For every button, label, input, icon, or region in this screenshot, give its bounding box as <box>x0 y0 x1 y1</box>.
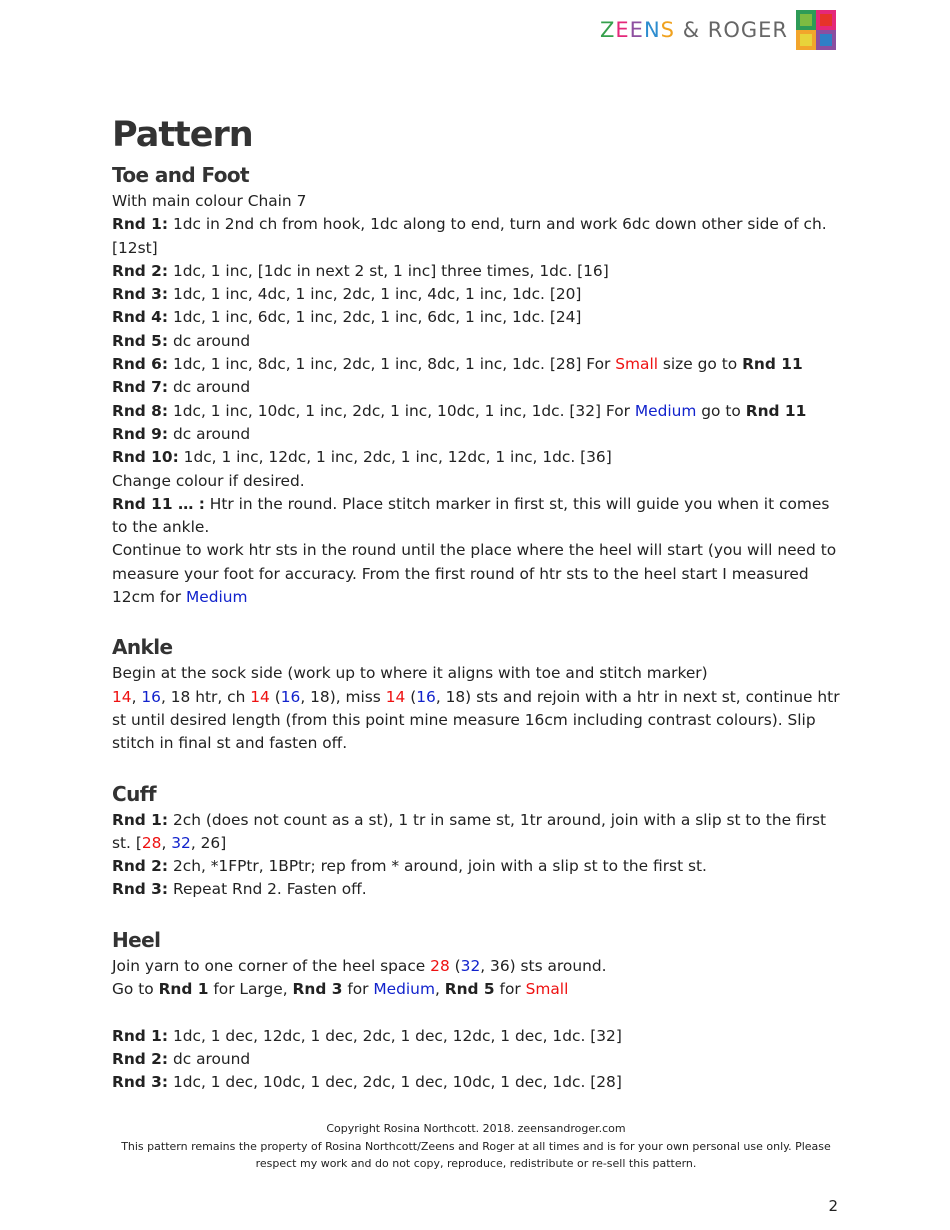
round-text: dc around <box>168 378 251 397</box>
round-text: 1dc, 1 inc, 8dc, 1 inc, 2dc, 1 inc, 8dc, 1 inc, 1dc. [28] For <box>168 355 616 374</box>
ankle-instructions <box>112 686 840 756</box>
section-heading-heel: Heel <box>112 927 161 952</box>
text-segment: , 36) sts around. <box>480 956 607 975</box>
toe-round-9 <box>112 423 840 446</box>
logo-mark-icon <box>796 10 836 50</box>
round-text: 1dc, 1 dec, 12dc, 1 dec, 2dc, 1 dec, 12dc, 1 dec, 1dc. [32] <box>168 1026 622 1045</box>
logo-letter-z: Z <box>600 18 616 42</box>
round-label: Rnd 1: <box>112 810 169 829</box>
goto-round: Rnd 11 <box>742 355 803 374</box>
cuff-round-3 <box>112 878 840 901</box>
logo-text <box>600 18 788 42</box>
round-text: 2ch, *1FPtr, 1BPtr; rep from * around, join with a slip st to the first st. <box>168 857 707 876</box>
text-segment: for Large, <box>208 980 293 999</box>
brand-logo <box>600 10 836 50</box>
toe-round-8 <box>112 400 840 423</box>
round-label: Rnd 3: <box>112 285 169 304</box>
toe-round-1 <box>112 213 840 260</box>
goto-round: Rnd 5 <box>444 980 495 999</box>
pattern-content <box>112 110 840 1095</box>
heel-join <box>112 955 840 978</box>
toe-round-2 <box>112 260 840 283</box>
cuff-round-2 <box>112 855 840 878</box>
continue-paragraph <box>112 539 840 609</box>
spacer <box>112 1001 840 1024</box>
toe-round-3 <box>112 283 840 306</box>
toe-round-4 <box>112 306 840 329</box>
size-medium: 32 <box>460 956 481 975</box>
logo-word-roger: & ROGER <box>675 18 788 42</box>
round-label: Rnd 11 … : <box>112 494 205 513</box>
text-segment: , 26] <box>190 833 227 852</box>
heel-goto <box>112 978 840 1001</box>
toe-round-5 <box>112 330 840 353</box>
round-text: 1dc, 1 inc, 6dc, 1 inc, 2dc, 1 inc, 6dc, 1 inc, 1dc. [24] <box>168 308 582 327</box>
ankle-intro: Begin at the sock side (work up to where it aligns with toe and stitch marker) <box>112 664 708 683</box>
round-text: Repeat Rnd 2. Fasten off. <box>168 880 367 899</box>
section-heading-toe-foot: Toe and Foot <box>112 163 249 187</box>
round-text: 1dc, 1 dec, 10dc, 1 dec, 2dc, 1 dec, 10dc, 1 dec, 1dc. [28] <box>168 1073 622 1092</box>
round-label: Rnd 9: <box>112 424 169 443</box>
round-text-after: size go to <box>658 355 743 374</box>
text-segment: , 18 htr, ch <box>160 687 251 706</box>
goto-round: Rnd 1 <box>158 980 209 999</box>
text-segment: , <box>131 687 142 706</box>
size-small: 28 <box>141 833 162 852</box>
round-label: Rnd 6: <box>112 355 169 374</box>
toe-round-7 <box>112 376 840 399</box>
round-text: 1dc, 1 inc, [1dc in next 2 st, 1 inc] three times, 1dc. [16] <box>168 261 609 280</box>
logo-letter-s: S <box>660 18 676 42</box>
round-text: 1dc, 1 inc, 12dc, 1 inc, 2dc, 1 inc, 12dc, 1 inc, 1dc. [36] <box>178 448 612 467</box>
text-segment: Go to <box>112 980 159 999</box>
logo-letter-e2: E <box>629 18 644 42</box>
size-medium: 32 <box>171 833 191 852</box>
toe-round-10 <box>112 446 840 469</box>
size-medium: Medium <box>634 401 697 420</box>
round-label: Rnd 3: <box>112 880 169 899</box>
size-small: Small <box>525 980 569 999</box>
section-heading-ankle: Ankle <box>112 635 173 660</box>
page-footer <box>112 1120 840 1173</box>
size-small: 14 <box>385 687 406 706</box>
round-label: Rnd 1: <box>112 1026 169 1045</box>
toe-round-11 <box>112 493 840 540</box>
text-segment: ( <box>449 956 461 975</box>
text-segment: , <box>161 833 172 852</box>
size-medium: Medium <box>373 980 435 999</box>
round-label: Rnd 2: <box>112 857 169 876</box>
logo-letter-n: N <box>643 18 661 42</box>
round-text: dc around <box>168 331 251 350</box>
size-small: 28 <box>430 956 450 975</box>
logo-letter-e1: E <box>615 18 630 42</box>
size-medium: 16 <box>416 687 436 706</box>
heel-round-1 <box>112 1025 840 1048</box>
text-segment: , <box>434 980 445 999</box>
round-label: Rnd 4: <box>112 308 169 327</box>
round-label: Rnd 5: <box>112 331 169 350</box>
size-small: Small <box>615 355 658 374</box>
goto-round: Rnd 3 <box>292 980 343 999</box>
round-label: Rnd 2: <box>112 1049 169 1068</box>
goto-round: Rnd 11 <box>745 401 807 420</box>
round-label: Rnd 8: <box>112 401 169 420</box>
cuff-round-1 <box>112 809 840 856</box>
size-medium: Medium <box>186 588 248 607</box>
round-text: dc around <box>168 1049 251 1068</box>
section-heading-cuff: Cuff <box>112 781 156 806</box>
copyright-line: Copyright Rosina Northcott. 2018. zeensandroger.com <box>326 1122 626 1135</box>
change-colour-note: Change colour if desired. <box>112 471 305 490</box>
round-text: dc around <box>168 424 251 443</box>
text-segment: ( <box>269 687 281 706</box>
size-medium: 16 <box>141 687 161 706</box>
round-label: Rnd 7: <box>112 378 169 397</box>
toe-intro: With main colour Chain 7 <box>112 192 307 210</box>
page-title: Pattern <box>112 115 253 155</box>
round-text: 2ch (does not count as a st), 1 tr in same st, 1tr around, join with a slip st to the first st. [ <box>112 810 827 852</box>
continue-text: Continue to work htr sts in the round until the place where the heel will start (you will need to measure your foot for accuracy. From the first round of htr sts to the heel start I measured 12cm for <box>112 541 837 607</box>
text-segment: for <box>342 980 374 999</box>
round-label: Rnd 3: <box>112 1073 169 1092</box>
size-small: 14 <box>250 687 270 706</box>
text-segment: ( <box>405 687 417 706</box>
round-label: Rnd 10: <box>112 448 179 467</box>
round-label: Rnd 1: <box>112 215 169 234</box>
round-text-after: go to <box>696 401 746 420</box>
heel-round-2 <box>112 1048 840 1071</box>
round-text: 1dc, 1 inc, 4dc, 1 inc, 2dc, 1 inc, 4dc, 1 inc, 1dc. [20] <box>168 285 582 304</box>
text-segment: Join yarn to one corner of the heel space <box>112 956 431 975</box>
page-number: 2 <box>828 1197 838 1215</box>
size-medium: 16 <box>280 687 301 706</box>
text-segment: , 18) sts and rejoin with a htr in next st, continue htr st until desired length (from this point mine measure 16cm including contrast colours). Slip stitch in final st and fasten off. <box>112 687 840 753</box>
text-segment: , 18), miss <box>300 687 386 706</box>
round-text: Htr in the round. Place stitch marker in first st, this will guide you when it comes to the ankle. <box>112 494 830 537</box>
round-text: 1dc, 1 inc, 10dc, 1 inc, 2dc, 1 inc, 10dc, 1 inc, 1dc. [32] For <box>168 401 635 420</box>
round-text: 1dc in 2nd ch from hook, 1dc along to end, turn and work 6dc down other side of ch. [12st] <box>112 215 827 257</box>
heel-round-3 <box>112 1071 840 1094</box>
usage-notice: This pattern remains the property of Rosina Northcott/Zeens and Roger at all times and is for your own personal use only. Please respect my work and do not copy, reproduce, redistribute or re-sell this pattern. <box>121 1139 831 1170</box>
text-segment: for <box>494 980 526 999</box>
size-small: 14 <box>112 687 132 706</box>
toe-round-6 <box>112 353 840 376</box>
round-label: Rnd 2: <box>112 261 169 280</box>
